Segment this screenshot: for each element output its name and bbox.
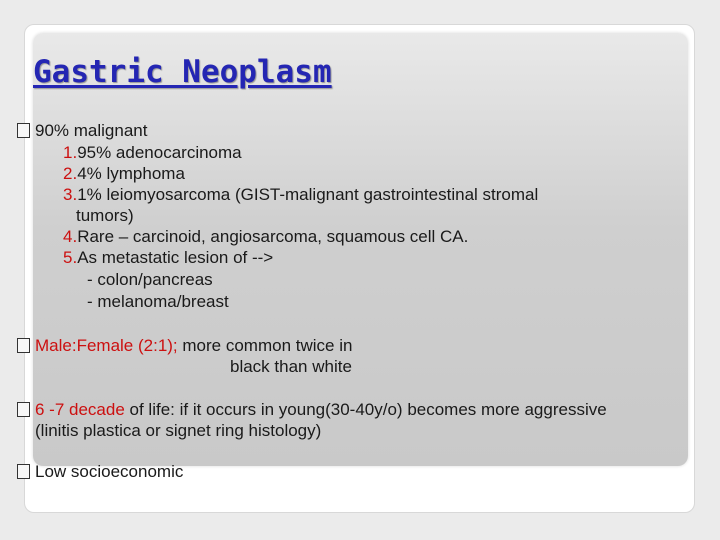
list-item-3 — [63, 184, 538, 205]
list-item-3-continued: tumors) — [76, 206, 134, 225]
bullet-3-rest: of life: if it occurs in young(30-40y/o) becomes more aggressive — [124, 400, 607, 419]
bullet-1-label: 90% malignant — [35, 121, 148, 140]
bullet-box-icon — [17, 402, 30, 417]
list-item-number: 3. — [63, 185, 78, 204]
bullet-2-rest: more common twice in — [177, 336, 353, 355]
bullet-box-icon — [17, 338, 30, 353]
age-decade-highlight: 6 -7 decade — [35, 400, 125, 419]
sex-ratio-highlight: Male:Female (2:1); — [35, 336, 178, 355]
list-item-number: 1. — [63, 143, 78, 162]
bullet-box-icon — [17, 464, 30, 479]
list-item-2 — [63, 163, 185, 184]
bullet-2-line-2: black than white — [230, 357, 352, 376]
list-item-4 — [63, 226, 468, 247]
list-item-text: 1% leiomyosarcoma (GIST-malignant gastrointestinal stromal — [77, 185, 539, 204]
list-item-number: 2. — [63, 164, 78, 183]
list-item-number: 5. — [63, 248, 78, 267]
bullet-3-text — [35, 399, 607, 420]
list-item-number: 4. — [63, 227, 78, 246]
list-item-text: As metastatic lesion of --> — [77, 248, 274, 267]
bullet-2-text — [35, 335, 352, 356]
list-item-text: Rare – carcinoid, angiosarcoma, squamous cell CA. — [77, 227, 469, 246]
list-item-text: 95% adenocarcinoma — [77, 143, 242, 162]
list-item-1 — [63, 142, 242, 163]
bullet-3-line-2: (linitis plastica or signet ring histology) — [35, 421, 322, 440]
bullet-box-icon — [17, 123, 30, 138]
sub-item-colon-pancreas: - colon/pancreas — [87, 270, 213, 289]
list-item-5 — [63, 247, 273, 268]
slide-title: Gastric Neoplasm — [33, 54, 332, 90]
sub-item-melanoma-breast: - melanoma/breast — [87, 292, 229, 311]
list-item-text: 4% lymphoma — [77, 164, 185, 183]
bullet-4-text: Low socioeconomic — [35, 462, 184, 481]
